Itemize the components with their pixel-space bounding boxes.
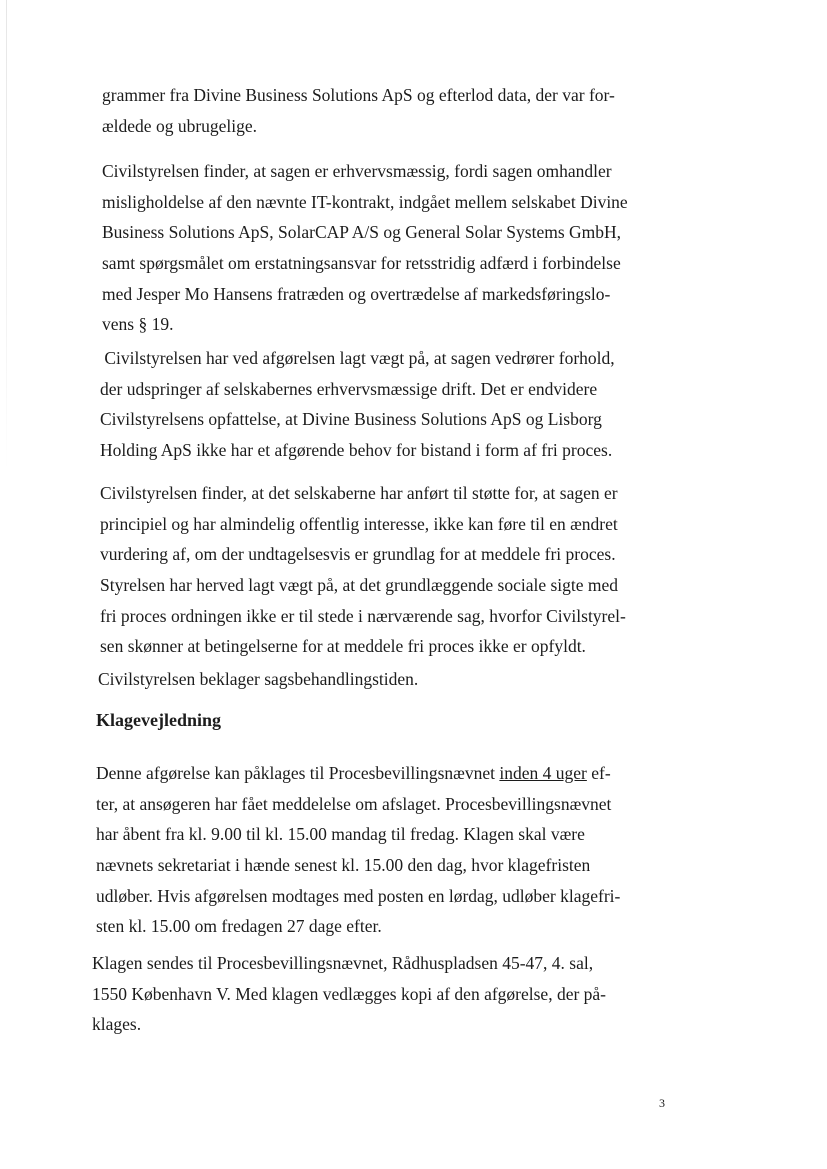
text-line: sten kl. 15.00 om fredagen 27 dage efter. xyxy=(96,916,382,937)
text-line: vens § 19. xyxy=(102,314,174,335)
text-line: grammer fra Divine Business Solutions ApS og efterlod data, der var for- xyxy=(102,85,615,105)
text-line: der udspringer af selskabernes erhvervsmæssige drift. Det er endvidere xyxy=(100,378,598,399)
text-line: Civilstyrelsen finder, at det selskaberne har anført til støtte for, at sagen er xyxy=(100,483,618,503)
paragraph-apology xyxy=(98,664,618,695)
text-line: misligholdelse af den nævnte IT-kontrakt, indgået mellem selskabet Divine xyxy=(102,191,628,212)
paragraph-appeal-guidance xyxy=(96,758,621,942)
paragraph-business-matter xyxy=(102,156,628,340)
text-line: Holding ApS ikke har et afgørende behov for bistand i form af fri proces. xyxy=(100,439,613,460)
appeal-text-start: Denne afgørelse kan påklages til Procesbevillingsnævnet xyxy=(96,763,500,783)
text-line: Business Solutions ApS, SolarCAP A/S og General Solar Systems GmbH, xyxy=(102,222,622,243)
text-line: udløber. Hvis afgørelsen modtages med posten en lørdag, udløber klagefri- xyxy=(96,885,621,906)
text-line: principiel og har almindelig offentlig interesse, ikke kan føre til en ændret xyxy=(100,513,618,534)
page-number: 3 xyxy=(659,1096,665,1110)
text-line: Klagen sendes til Procesbevillingsnævnet, Rådhuspladsen 45-47, 4. sal, xyxy=(92,953,594,973)
text-line: Civilstyrelsen finder, at sagen er erhvervsmæssig, fordi sagen omhandler xyxy=(102,161,612,181)
deadline-underlined: inden 4 uger xyxy=(499,763,587,783)
paragraph-appeal-address xyxy=(92,948,612,1040)
appeal-text-end: ef- xyxy=(586,763,611,783)
text-line: ældede og ubrugelige. xyxy=(102,115,258,136)
text-line: ter, at ansøgeren har fået meddelelse om afslaget. Procesbevillingsnævnet xyxy=(96,793,612,814)
text-line-with-deadline xyxy=(96,758,616,789)
section-heading-appeal: Klagevejledning xyxy=(96,710,221,730)
text-line: har åbent fra kl. 9.00 til kl. 15.00 mandag til fredag. Klagen skal være xyxy=(96,824,585,845)
text-line: 1550 København V. Med klagen vedlægges kopi af den afgørelse, der på- xyxy=(92,983,607,1004)
text-line: fri proces ordningen ikke er til stede i nærværende sag, hvorfor Civilstyrel- xyxy=(100,605,626,626)
text-line: Civilstyrelsen har ved afgørelsen lagt vægt på, at sagen vedrører forhold, xyxy=(100,348,615,368)
text-line: Civilstyrelsens opfattelse, at Divine Business Solutions ApS og Lisborg xyxy=(100,409,602,430)
paragraph-continuation xyxy=(102,80,622,141)
text-line: nævnets sekretariat i hænde senest kl. 15.00 den dag, hvor klagefristen xyxy=(96,854,591,875)
text-line: Civilstyrelsen beklager sagsbehandlingstiden. xyxy=(98,669,419,689)
text-line: vurdering af, om der undtagelsesvis er grundlag for at meddele fri proces. xyxy=(100,544,616,565)
text-line: klages. xyxy=(92,1014,142,1035)
paragraph-principle-interest xyxy=(100,478,626,662)
text-line: samt spørgsmålet om erstatningsansvar for retsstridig adfærd i forbindelse xyxy=(102,252,621,273)
text-line: sen skønner at betingelserne for at meddele fri proces ikke er opfyldt. xyxy=(100,636,586,657)
text-line: Styrelsen har herved lagt vægt på, at det grundlæggende sociale sigte med xyxy=(100,574,619,595)
paragraph-decision-weight xyxy=(100,343,620,466)
text-line: med Jesper Mo Hansens fratræden og overtrædelse af markedsføringslo- xyxy=(102,283,611,304)
